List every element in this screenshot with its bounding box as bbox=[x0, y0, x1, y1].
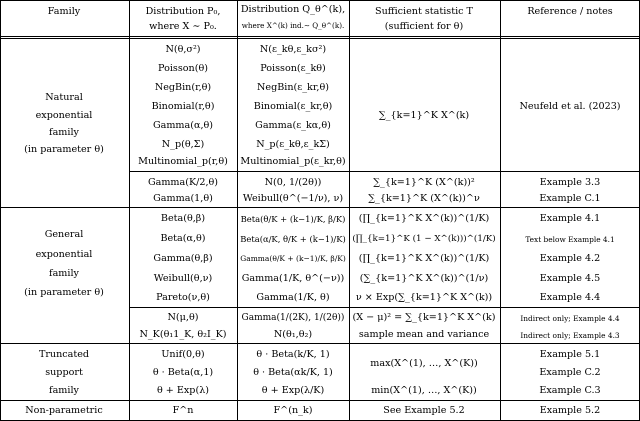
nef-p0-6: N_p(θ,Σ) bbox=[161, 139, 205, 150]
gef-3-q: Gamma(θ/K + (k−1)/K, β/K) bbox=[240, 254, 346, 263]
header-stat-line2: (sufficient for θ) bbox=[384, 21, 464, 32]
gef-2-stat: (∏_{k=1}^K (1 − X^(k)))^(1/K) bbox=[352, 234, 496, 244]
nef-extra-1-p0: Gamma(K/2,θ) bbox=[147, 177, 219, 188]
group-trunc-line3: family bbox=[49, 385, 79, 396]
gef-4-q: Gamma(1/K, θ^(−ν)) bbox=[241, 273, 345, 284]
trunc-3-p0: θ + Exp(λ) bbox=[156, 385, 210, 396]
trunc-stat-max: max(X^(1), …, X^(K)) bbox=[370, 358, 478, 369]
gef-2-q: Beta(α/K, θ/K + (k−1)/K) bbox=[240, 234, 346, 244]
gef-extra-1-ref: Indirect only; Example 4.4 bbox=[520, 314, 620, 323]
group-gef-line4: (in parameter θ) bbox=[24, 287, 104, 298]
trunc-1-ref: Example 5.1 bbox=[539, 349, 601, 360]
nef-extra-2-q: Weibull(θ^(−1/ν), ν) bbox=[242, 193, 344, 204]
header-p0-line1: Distribution P₀, bbox=[145, 6, 221, 17]
gef-extra-1-q: Gamma(1/(2K), 1/(2θ)) bbox=[241, 313, 345, 323]
header-family: Family bbox=[47, 6, 81, 17]
gef-4-p0: Weibull(θ,ν) bbox=[153, 273, 213, 284]
header-stat-line1: Sufficient statistic T bbox=[375, 6, 473, 17]
rule-left bbox=[0, 0, 1, 421]
rule-col3 bbox=[349, 0, 350, 421]
nef-q-3: NegBin(ε_kr,θ) bbox=[257, 82, 329, 93]
group-nef-line1: Natural bbox=[45, 92, 83, 103]
rule-header-1 bbox=[0, 36, 640, 37]
np-p0: F^n bbox=[172, 405, 194, 416]
group-gef-line2: exponential bbox=[35, 249, 93, 260]
gef-4-stat: (∑_{k=1}^K X^(k))^(1/ν) bbox=[359, 273, 489, 284]
trunc-3-ref: Example C.3 bbox=[539, 385, 601, 396]
nef-p0-4: Binomial(r,θ) bbox=[151, 101, 215, 112]
gef-extra-2-q: N(θ₁,θ₂) bbox=[273, 329, 313, 340]
gef-1-ref: Example 4.1 bbox=[539, 213, 601, 224]
gef-extra-2-stat: sample mean and variance bbox=[358, 329, 490, 340]
rule-header-2 bbox=[0, 38, 640, 39]
np-stat: See Example 5.2 bbox=[383, 405, 465, 416]
nef-extra-1-stat: ∑_{k=1}^K (X^(k))² bbox=[373, 177, 475, 188]
gef-5-ref: Example 4.4 bbox=[539, 292, 601, 303]
trunc-3-q: θ + Exp(λ/K) bbox=[261, 385, 325, 396]
np-ref: Example 5.2 bbox=[539, 405, 601, 416]
nef-q-1: N(ε_kθ,ε_kσ²) bbox=[259, 44, 327, 55]
group-trunc-line2: support bbox=[45, 367, 83, 378]
rule-col2 bbox=[237, 0, 238, 421]
gef-1-q: Beta(θ/K + (k−1)/K, β/K) bbox=[240, 214, 346, 224]
gef-extra-2-p0: N_K(θ₁1_K, θ₂I_K) bbox=[139, 329, 227, 340]
gef-3-stat: (∏_{k=1}^K X^(k))^(1/K) bbox=[358, 253, 490, 264]
nef-extra-2-p0: Gamma(1,θ) bbox=[153, 193, 213, 204]
gef-1-stat: (∏_{k=1}^K X^(k))^(1/K) bbox=[358, 213, 490, 224]
trunc-1-q: θ · Beta(k/K, 1) bbox=[256, 349, 330, 360]
header-reference: Reference / notes bbox=[527, 6, 613, 17]
nef-reference: Neufeld et al. (2023) bbox=[519, 101, 621, 112]
rule-col4 bbox=[500, 0, 501, 421]
group-gef-line3: family bbox=[49, 268, 79, 279]
nef-extra-1-ref: Example 3.3 bbox=[539, 177, 601, 188]
nef-stat: ∑_{k=1}^K X^(k) bbox=[378, 110, 470, 121]
trunc-2-p0: θ · Beta(α,1) bbox=[152, 367, 214, 378]
nef-p0-7: Multinomial_p(r,θ) bbox=[138, 156, 228, 167]
gef-3-ref: Example 4.2 bbox=[539, 253, 601, 264]
rule-nef-extra bbox=[129, 171, 640, 172]
gef-extra-1-stat: (X − μ)² = ∑_{k=1}^K X^(k) bbox=[352, 312, 496, 323]
np-q: F^(n_k) bbox=[273, 405, 313, 416]
nef-q-6: N_p(ε_kθ,ε_kΣ) bbox=[256, 139, 330, 150]
nef-q-4: Binomial(ε_kr,θ) bbox=[253, 101, 333, 112]
nef-p0-5: Gamma(α,θ) bbox=[152, 120, 214, 131]
header-q-line1: Distribution Q_θ^(k), bbox=[240, 4, 346, 15]
gef-2-ref: Text below Example 4.1 bbox=[525, 235, 615, 244]
gef-3-p0: Gamma(θ,β) bbox=[153, 253, 213, 264]
nef-q-7: Multinomial_p(ε_kr,θ) bbox=[240, 156, 346, 167]
nef-extra-1-q: N(0, 1/(2θ)) bbox=[264, 177, 322, 188]
trunc-1-p0: Unif(0,θ) bbox=[161, 349, 205, 360]
rule-nef-end bbox=[0, 207, 640, 208]
rule-trunc-end bbox=[0, 400, 640, 401]
nef-p0-2: Poisson(θ) bbox=[158, 63, 208, 74]
trunc-2-ref: Example C.2 bbox=[539, 367, 601, 378]
gef-5-p0: Pareto(ν,θ) bbox=[156, 292, 210, 303]
gef-4-ref: Example 4.5 bbox=[539, 273, 601, 284]
nef-extra-2-stat: ∑_{k=1}^K (X^(k))^ν bbox=[368, 193, 480, 204]
header-q-line2: where X^(k) ind.∼ Q_θ^(k). bbox=[241, 21, 345, 30]
header-p0-line2: where X ∼ P₀. bbox=[149, 21, 217, 32]
nef-p0-3: NegBin(r,θ) bbox=[154, 82, 212, 93]
group-trunc-line1: Truncated bbox=[38, 349, 90, 360]
trunc-stat-min: min(X^(1), …, X^(K)) bbox=[371, 385, 477, 396]
group-nonparametric: Non-parametric bbox=[25, 405, 103, 416]
group-nef-line2: exponential bbox=[35, 110, 93, 121]
nef-p0-1: N(θ,σ²) bbox=[165, 44, 201, 55]
rule-gef-extra bbox=[129, 307, 640, 308]
gef-5-q: Gamma(1/K, θ) bbox=[256, 292, 330, 303]
gef-1-p0: Beta(θ,β) bbox=[160, 213, 206, 224]
rule-col1 bbox=[129, 0, 130, 421]
gef-2-p0: Beta(α,θ) bbox=[160, 233, 206, 244]
group-nef-line3: family bbox=[49, 127, 79, 138]
rule-top bbox=[0, 0, 640, 1]
rule-gef-end bbox=[0, 343, 640, 344]
trunc-2-q: θ · Beta(αk/K, 1) bbox=[253, 367, 333, 378]
nef-q-5: Gamma(ε_kα,θ) bbox=[255, 120, 331, 131]
gef-5-stat: ν × Exp(∑_{k=1}^K X^(k)) bbox=[355, 292, 493, 303]
nef-q-2: Poisson(ε_kθ) bbox=[260, 63, 326, 74]
group-nef-line4: (in parameter θ) bbox=[24, 144, 104, 155]
gef-extra-2-ref: Indirect only; Example 4.3 bbox=[520, 331, 620, 340]
group-gef-line1: General bbox=[44, 229, 84, 240]
gef-extra-1-p0: N(μ,θ) bbox=[167, 312, 199, 323]
nef-extra-2-ref: Example C.1 bbox=[539, 193, 601, 204]
